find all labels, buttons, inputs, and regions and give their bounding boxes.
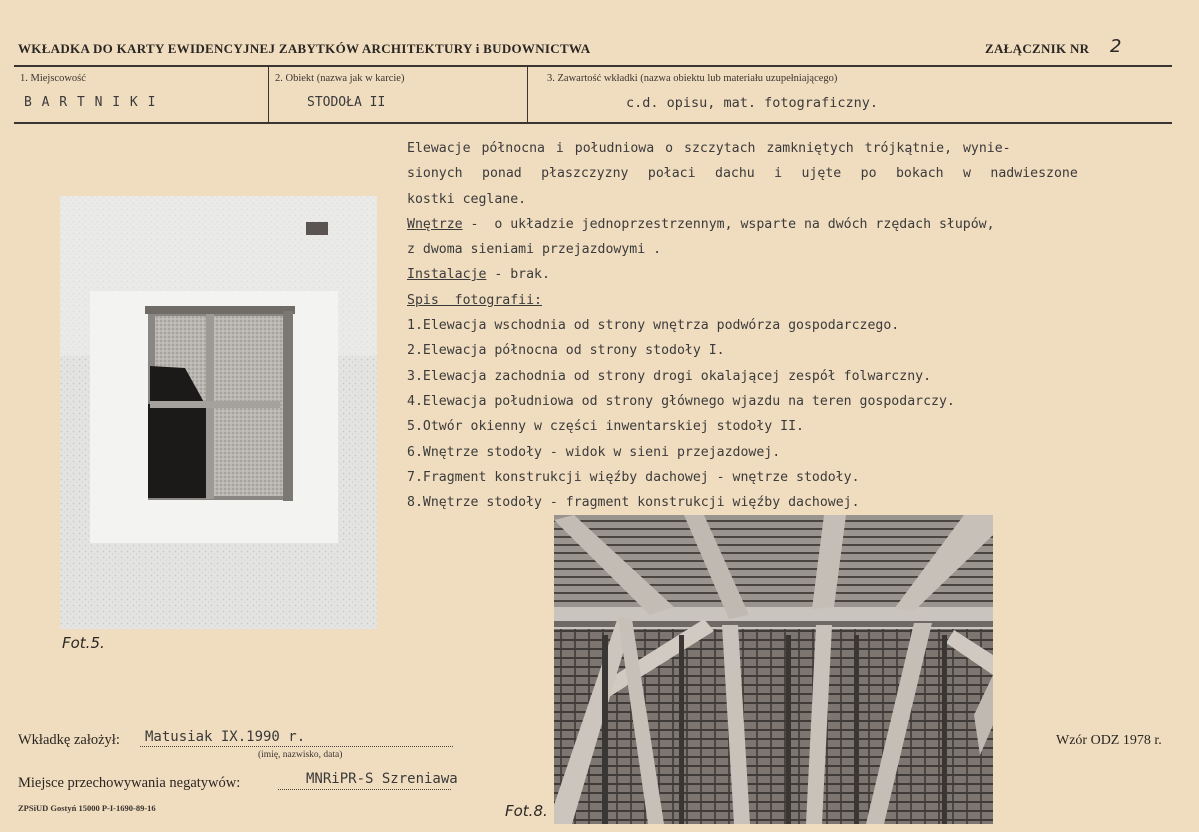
- author-value: Matusiak IX.1990 r.: [145, 729, 306, 745]
- photo-list-item: 1.Elewacja wschodnia od strony wnętrza podwórza gospodarczego.: [407, 318, 900, 334]
- printer-imprint: ZPSiUD Gostyń 15000 P-I-1690-89-16: [18, 803, 156, 813]
- photo-window: [60, 196, 377, 629]
- interior-line: [407, 212, 1175, 237]
- field-divider-2: [527, 67, 528, 122]
- photo-list-item: 6.Wnętrze stodoły - widok w sieni przejazdowej.: [407, 444, 781, 460]
- text-line: sionych ponad płaszczyzny połaci dachu i ujęte po bokach w nadwieszone: [407, 166, 1078, 182]
- attachment-label: ZAŁĄCZNIK NR: [985, 41, 1090, 56]
- interior-label: Wnętrze: [407, 216, 463, 232]
- fot5-caption: Fot.5.: [62, 634, 105, 652]
- header-rule-bottom: [14, 122, 1172, 124]
- roof-photo-drawing: [554, 515, 993, 824]
- storage-value: MNRiPR-S Szreniawa: [306, 771, 458, 787]
- photo-list-item: 2.Elewacja północna od strony stodoły I.: [407, 343, 725, 359]
- storage-dotline: [278, 789, 451, 790]
- locality-value: B A R T N I K I: [24, 95, 157, 110]
- form-title: WKŁADKA DO KARTY EWIDENCYJNEJ ZABYTKÓW ARCHITEKTURY i BUDOWNICTWA: [18, 41, 591, 56]
- content-label: 3. Zawartość wkładki (nazwa obiektu lub materiału uzupełniającego): [547, 73, 838, 84]
- window-photo-drawing: [60, 196, 377, 629]
- install-text: - brak.: [486, 267, 550, 283]
- text-line: z dwoma sieniami przejazdowymi .: [407, 242, 662, 258]
- text-line: Elewacje północna i południowa o szczytach zamkniętych trójkątnie, wynie-: [407, 141, 1011, 156]
- field-divider-1: [268, 67, 269, 122]
- content-value: c.d. opisu, mat. fotograficzny.: [626, 95, 878, 111]
- form-code: Wzór ODZ 1978 r.: [1056, 733, 1162, 748]
- photo-list-item: 3.Elewacja zachodnia od strony drogi okalającej zespół folwarczny.: [407, 368, 932, 384]
- author-dotline: [140, 746, 453, 747]
- photos-heading: Spis fotografii:: [407, 292, 542, 308]
- photo-roof-interior: [554, 515, 993, 824]
- author-label: Wkładkę założył:: [18, 732, 120, 748]
- header-rule-top: [14, 65, 1172, 67]
- attachment-number: 2: [1110, 36, 1122, 57]
- photo-list-item: 8.Wnętrze stodoły - fragment konstrukcji więźby dachowej.: [407, 495, 860, 511]
- object-label: 2. Obiekt (nazwa jak w karcie): [275, 73, 405, 84]
- photo-list-item: 5.Otwór okienny w części inwentarskiej stodoły II.: [407, 419, 804, 435]
- storage-label: Miejsce przechowywania negatywów:: [18, 775, 241, 791]
- photo-list-item: 4.Elewacja południowa od strony głównego wjazdu na teren gospodarczy.: [407, 393, 955, 409]
- interior-text: - o układzie jednoprzestrzennym, wsparte na dwóch rzędach słupów,: [462, 216, 995, 232]
- install-line: [407, 262, 1175, 287]
- author-hint: (imię, nazwisko, data): [258, 750, 343, 760]
- description-text: [407, 136, 1175, 515]
- install-label: Instalacje: [407, 267, 487, 283]
- object-value: STODOŁA II: [307, 95, 386, 110]
- fot8-caption: Fot.8.: [505, 802, 548, 820]
- text-line: kostki ceglane.: [407, 191, 527, 207]
- locality-label: 1. Miejscowość: [20, 73, 86, 84]
- photo-list-item: 7.Fragment konstrukcji więźby dachowej - wnętrze stodoły.: [407, 469, 860, 485]
